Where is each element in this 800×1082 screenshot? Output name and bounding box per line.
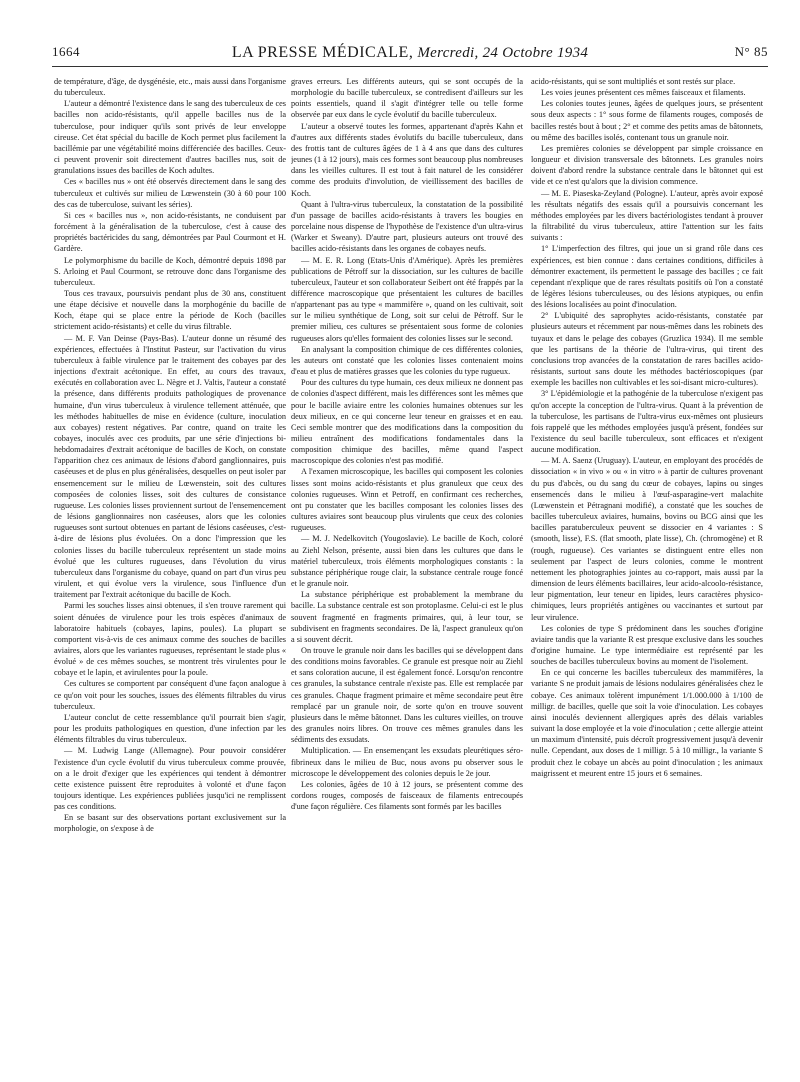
paragraph: En ce qui concerne les bacilles tuberculeux des mammifères, la variante S ne produit jamais de lésions nodulaires généralisées chez le cobaye. Ces animaux tolèrent impunément 1/1.000.000 à 1/100 de milligr. de bacilles, quelle que soit la voie d'inoculation. Les cobayes ainsi inoculés deviennent allergiques après des délais variables suivant la dose employée et la voie d'inoculation ; cette allergie atteint un maximum d'intensité, puis décroît progressivement jusqu'à devenir nulle. Cependant, aux doses de 1 milligr. 5 à 10 milligr., la variante S produit chez le cobaye un abcès au point d'inoculation ; les animaux maigrissent et meurent entre 15 jours et 6 semaines.: [531, 668, 763, 778]
masthead: [52, 44, 768, 62]
issue-date: Mercredi, 24 Octobre 1934: [417, 45, 589, 61]
paragraph: L'auteur a observé toutes les formes, appartenant d'après Kahn et d'autres aux différents stades évolutifs du bacille tuberculeux, dans des frottis tant de cultures âgées de 1 à 4 ans que dans des cultures jeunes (1 à 12 jours), mais ces formes sont beaucoup plus nombreuses dans les vieilles cultures. Il est tout à fait naturel de les considérer comme des produits d'involution, de vieillissement des bacilles de Koch.: [291, 121, 523, 198]
paragraph: En se basant sur des observations portant exclusivement sur la morphologie, on s'expose à de: [54, 813, 286, 834]
paragraph: 1° L'imperfection des filtres, qui joue un si grand rôle dans ces expériences, est bien connue : dans certaines conditions, difficiles à démontrer exactement, ils permettent le passage des bacilles ; ce fait cependant n'explique que de rares résultats positifs où l'on a constaté de légères lésions tuberculeuses, ou des lésions atypiques, ou enfin des lésions localisées au point d'inoculation.: [531, 244, 763, 310]
paragraph: Les colonies toutes jeunes, âgées de quelques jours, se présentent sous deux aspects : 1° sous forme de filaments rouges, composés de bacilles restés bout à bout ; 2° et comme des petits amas de bâtonnets, ou même des bacilles isolés, contenant tous un granule noir.: [531, 99, 763, 142]
paragraph: — M. J. Nedelkovitch (Yougoslavie). Le bacille de Koch, coloré au Ziehl Nelson, présente, aussi bien dans les cultures que dans le matériel tuberculeux, trois éléments morphologiques constants : la substance périphérique rouge clair, la substance centrale rouge foncé et le granule noir.: [291, 534, 523, 589]
paragraph: Multiplication. — En ensemençant les exsudats pleurétiques séro-fibrineux dans le milieu de Buc, nous avons pu observer sous le microscope le développement des colonies depuis le 2e jour.: [291, 746, 523, 778]
text-column-2: [291, 76, 523, 1061]
page-header: [52, 44, 768, 66]
paragraph: Quant à l'ultra-virus tuberculeux, la constatation de la possibilité d'un passage de bacilles acido-résistants à travers les bougies en porcelaine nous dispense de l'hypothèse de l'existence d'un ultra-virus (Warker et Sweany). D'autre part, plusieurs auteurs ont trouvé des bacilles acido-résistants dans les organes de cobayes neufs.: [291, 199, 523, 254]
paragraph: Les colonies, âgées de 10 à 12 jours, se présentent comme des cordons rouges, composés de faisceaux de filaments entrecoupés d'une façon régulière. Ces filaments sont formés par les bacilles: [291, 779, 523, 812]
paragraph: — M. E. R. Long (Etats-Unis d'Amérique). Après les premières publications de Pétroff sur la dissociation, sur les cultures de bacille tuberculeux, l'auteur et son collaborateur Seibert ont été frappés par la différence macroscopique que présentaient les cultures de bacilles n'appartenant pas au type « mammifère », quand on les cultivait, soit sur le milieu synthétique de Long, soit sur celui de Pétroff. Sur le premier milieu, ces cultures se présentaient sous forme de colonies rugueuses alors qu'elles formaient des colonies lisses sur le second.: [291, 255, 523, 343]
paragraph: Les voies jeunes présentent ces mêmes faisceaux et filaments.: [541, 88, 746, 98]
text-column-3: [531, 76, 763, 1061]
paragraph: Parmi les souches lisses ainsi obtenues, il s'en trouve rarement qui soient dénuées de virulence pour les trois espèces d'animaux de laboratoire habituels (cobayes, lapins, poules). La plupart se comportent vis-à-vis de ces animaux comme des souches de bacilles aviaires, alors que les variantes rugueuses, représentant le stade plus « évolué » de ces mêmes souches, se montrent très virulentes pour le cobaye et le lapin, et avirulentes pour la poule.: [54, 601, 286, 678]
paragraph: Pour des cultures du type humain, ces deux milieux ne donnent pas de colonies d'aspect différent, mais les différences sont les mêmes que pour le bacille aviaire entre les colonies humaines obtenues sur les deux milieux, en ce qui concerne leur teneur en graisses et en eau. Ceci semble montrer que des modifications dans la composition du milieu entraînent des modifications fondamentales dans la composition chimique des bacilles, même quand l'aspect macroscopique des colonies n'est pas modifié.: [291, 378, 523, 466]
paragraph: — M. Ludwig Lange (Allemagne). Pour pouvoir considérer l'existence d'un cycle évolutif du virus tuberculeux comme prouvée, on a le droit d'exiger que les expériences qui tendent à démontrer cette existence puissent être reproduites à volonté et d'une façon toujours identique. Les expériences publiées jusqu'ici ne remplissent pas ces conditions.: [54, 746, 286, 812]
paragraph: Si ces « bacilles nus », non acido-résistants, ne conduisent par forcément à la généralisation de la tuberculose, c'est à cause des propriétés bactéricides du sang, démontrées par Paul Courmont et H. Gardère.: [54, 210, 286, 254]
paragraph: A l'examen microscopique, les bacilles qui composent les colonies lisses sont moins acido-résistants et plus granuleux que ceux des colonies rugueuses. Winn et Petroff, en confirmant ces recherches, ont pu constater que les bacilles composant les colonies lisses des cultures aviaires sont beaucoup plus virulents que ceux des colonies rugueuses.: [291, 467, 523, 533]
paragraph: — M. F. Van Deinse (Pays-Bas). L'auteur donne un résumé des expériences, effectuées à l'Institut Pasteur, sur l'activation du virus tuberculeux à faible virulence par le traitement des cobayes par des injections d'extrait acétonique. En effet, au cours des travaux, exécutés en collaboration avec L. Nègre et J. Valtis, l'auteur a constaté la présence, dans différents produits pathologiques de provenance humaine, d'un virus tuberculeux à virulence tellement atténuée, que les méthodes habituelles de mise en évidence (culture, inoculation aux cobayes) restent négatives. Par contre, quand on traite les cobayes, inoculés avec ces produits, par une série d'injections bi-hebdomadaires d'extrait acétonique de bacilles de Koch, on constate l'apparition chez ces animaux de lésions d'abord ganglionnaires, puis caséeuses et de plus en plus généralisées, desquelles on peut isoler par ensemencement sur le milieu de Lœwenstein, soit des cultures composées de colonies lisses, soit des cultures de consistance rugueuse. Les colonies lisses proviennent surtout de l'ensemencement de lésions ganglionnaires non caséeuses, alors que les colonies rugueuses sont surtout obtenues en partant de lésions caséeuses, c'est-à-dire de lésions plus évoluées. On a donc l'impression que les colonies lisses du bacille tuberculeux représentent un stade moins évolué que les cultures rugueuses, dans l'évolution du virus tuberculeux dans l'organisme du cobaye, quand on part d'un virus peu virulent, et qui évolue vers la virulence, sous l'influence d'un traitement par l'extrait acétonique du bacille de Koch.: [54, 333, 286, 600]
paragraph: Les colonies de type S prédominent dans les souches d'origine aviaire tandis que la variante R est presque exclusive dans les souches d'origine humaine. Le type intermédiaire est représenté par les souches de bacilles tuberculeux bovins au moment de l'isolement.: [531, 623, 763, 667]
paragraph: On trouve le granule noir dans les bacilles qui se développent dans des conditions moins favorables. Ce granule est presque noir au Ziehl et sans coloration aucune, il est également foncé. Lorsqu'on rencontre ces granules, la substance centrale n'existe pas. Elle est remplacée par ces granules. Chaque fragment primaire et même secondaire peut être remplacé par un granule noir, de sorte qu'on en trouve souvent plusieurs dans le même bâtonnet. Dans les cultures vieilles, on trouve des granules noirs libres. On trouve ces mêmes granules dans les sédiments des exsudats.: [291, 645, 523, 745]
paragraph: — M. A. Saenz (Uruguay). L'auteur, en employant des procédés de dissociation « in vivo » ou « in vitro » à partir de cultures provenant du pus d'abcès, ou du sang du cœur de cobayes, lapins ou singes ensemencés dans le milieu à l'œuf-asparagine-vert malachite (Lœwenstein et Pétragnani modifié), a constaté que les souches de bacilles tuberculeux aviaires, humains, bovins ou BCG ainsi que les bacilles paratuberculeux peuvent se dissocier en 4 variantes : S (smooth, lisse), F.S. (flat smooth, plate lisse), Ch. (chromogène) et R (rough, rugueuse). Ces variantes se distinguent entre elles non seulement par l'aspect de leurs colonies, comme le montrent nettement les photographies jointes au co-rapport, mais aussi par la dimension de leurs éléments bacillaires, leur acido-alcoolo-résistance, leur pigmentation, leur teneur en lipides, leurs caractères physico-chimiques, leurs propriétés antigènes ou vaccinantes et surtout par leur virulence.: [531, 456, 763, 622]
paragraph: L'auteur conclut de cette ressemblance qu'il pourrait bien s'agir, pour les produits pathologiques en question, d'une infection par les éléments filtrables du virus tuberculeux.: [54, 712, 286, 745]
paragraph: 2° L'ubiquité des saprophytes acido-résistants, constatée par plusieurs auteurs et récemment par nous-mêmes dans les robinets des tuyaux et dans le pelage des cobayes (Gruzlica 1934). Il me semble que les partisans de la théorie de l'ultra-virus, qui tirent des conclusions trop avancées de la constatation de rares bacilles acido-résistants, surtout sans doute les méthodes bactérioscopiques (par exemple les bacilles non cultivables et les soi-disant micro-cultures).: [531, 311, 763, 388]
paragraph: graves erreurs. Les différents auteurs, qui se sont occupés de la morphologie du bacille tuberculeux, se contredisent d'ailleurs sur les points essentiels, quand il s'agit d'intégrer telle ou telle forme observée par eux dans le cycle évolutif du bacille tuberculeux.: [291, 77, 523, 120]
paragraph: Le polymorphisme du bacille de Koch, démontré depuis 1898 par S. Arloing et Paul Courmont, se retrouve donc dans l'organisme des tuberculeux.: [54, 255, 286, 287]
text-column-1: [54, 76, 286, 1061]
paragraph: de température, d'âge, de dysgénésie, etc., mais aussi dans l'organisme du tuberculeux.: [54, 77, 286, 98]
paragraph: acido-résistants, qui se sont multipliés et sont restés sur place.: [531, 77, 736, 86]
paragraph: 3° L'épidémiologie et la pathogénie de la tuberculose n'exigent pas qu'on accepte la conception de l'ultra-virus. Quant à la prévention de la tuberculose, les partisans de l'ultra-virus eux-mêmes ont plusieurs fois rappelé que les méthodes employées jusqu'à présent, fondées sur l'existence du seul bacille tuberculeux, sont efficaces et n'exigent aucune modification.: [531, 389, 763, 455]
page-number: 1664: [52, 44, 80, 59]
paragraph: Ces cultures se comportent par conséquent d'une façon analogue à ce qu'on voit pour les souches, issues des éléments filtrables du virus tuberculeux.: [54, 679, 286, 711]
paragraph: Tous ces travaux, poursuivis pendant plus de 30 ans, constituent une étape décisive et nouvelle dans la morphogénie du bacille de Koch, étape qui se place entre la période de Koch (bacilles strictement acido-résistants) et celle du virus filtrable.: [54, 288, 286, 332]
issue-number: N° 85: [734, 44, 768, 59]
paragraph: Ces « bacilles nus » ont été observés directement dans le sang des tuberculeux et cultivés sur milieu de Lœwenstein (30 à 60 pour 100 des cas de tuberculose, suivant les séries).: [54, 177, 286, 209]
paragraph: En analysant la composition chimique de ces différentes colonies, les auteurs ont constaté que les colonies lisses contenaient moins d'eau et plus de matières grasses que les colonies du type rugueux.: [291, 344, 523, 377]
paragraph: L'auteur a démontré l'existence dans le sang des tuberculeux de ces bacilles non acido-résistants, qu'il appelle bacilles nus de la tuberculose, pour indiquer qu'ils sont privés de leur enveloppe cireuse. Cet état spécial du bacille de Koch permet plus facilement la bacillémie par une végétabilité moins différenciée des bacilles. Ceux-ci peuvent provenir soit directement d'autres bacilles nus, soit de granulations issues des bacilles de Koch adultes.: [54, 99, 286, 176]
journal-title: LA PRESSE MÉDICALE,: [231, 44, 414, 61]
paragraph: — M. E. Piaseska-Zeyland (Pologne). L'auteur, après avoir exposé les résultats négatifs des essais qu'il a poursuivis concernant les méthodes employées par les divers bactériologistes tendant à prouver la filtrabilité du virus tuberculeux, attire l'attention sur les faits suivants :: [531, 188, 763, 243]
header-rule: [52, 66, 768, 67]
paragraph: Les premières colonies se développent par simple croissance en longueur et division transversale des bâtonnets. Les granules noirs doivent d'abord rendre la substance centrale dans le bâtonnet qui est vide et ce n'est qu'alors que la division commence.: [531, 143, 763, 187]
paragraph: La substance périphérique est probablement la membrane du bacille. La substance centrale est son protoplasme. Celui-ci est le plus souvent fragmenté en fragments primaires, qui, à leur tour, se subdivisent en fragments secondaires. De là, l'aspect granuleux qu'on a si souvent décrit.: [291, 590, 523, 644]
